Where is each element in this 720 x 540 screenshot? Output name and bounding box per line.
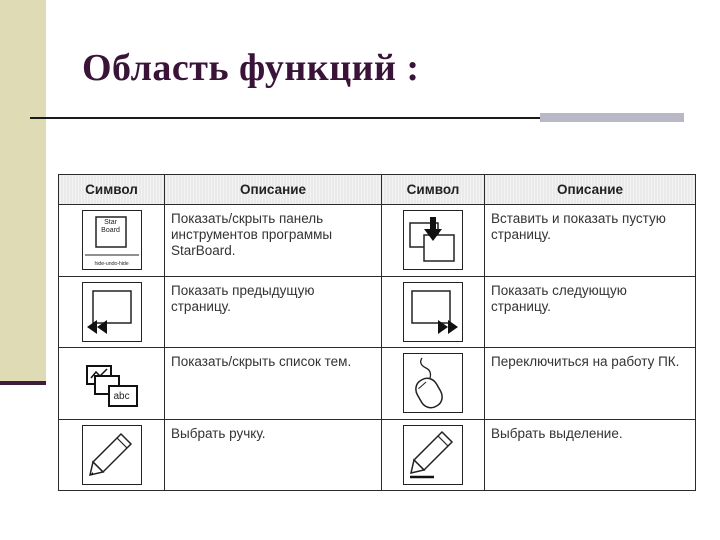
insert-page-icon	[403, 210, 463, 270]
selection-pen-icon	[403, 425, 463, 485]
description-cell: Переключиться на работу ПК.	[485, 348, 696, 419]
left-bar-divider	[0, 381, 46, 385]
starboard-toolbar-icon	[82, 210, 142, 270]
starboard-caption: hide-undo-hide	[94, 261, 129, 268]
left-decorative-bar	[0, 0, 46, 383]
symbol-cell	[382, 348, 485, 419]
symbol-cell	[59, 205, 165, 276]
slide-title: Область функций :	[82, 47, 420, 89]
symbol-cell	[382, 205, 485, 276]
description-cell: Показать следующую страницу.	[485, 276, 696, 347]
table-row	[59, 419, 696, 491]
table-header-row	[59, 175, 696, 205]
table-row	[59, 276, 696, 347]
title-rule-accent	[540, 113, 684, 122]
symbol-cell	[382, 276, 485, 347]
header-symbol-left: Символ	[59, 175, 165, 205]
pen-icon	[82, 425, 142, 485]
description-cell: Вставить и показать пустую страницу.	[485, 205, 696, 276]
description-cell: Показать/скрыть список тем.	[165, 348, 382, 419]
starboard-label: Star Board	[101, 219, 120, 235]
abc-label: abc	[113, 391, 130, 403]
symbol-cell	[382, 419, 485, 491]
table-row	[59, 205, 696, 276]
description-cell: Выбрать выделение.	[485, 419, 696, 491]
mouse-icon	[403, 353, 463, 413]
description-cell: Показать/скрыть панель инструментов программы StarBoard.	[165, 205, 382, 276]
header-symbol-right: Символ	[382, 175, 485, 205]
description-cell: Показать предыдущую страницу.	[165, 276, 382, 347]
header-description-right: Описание	[485, 175, 696, 205]
symbol-cell	[59, 276, 165, 347]
symbol-cell	[59, 419, 165, 491]
symbol-cell	[59, 348, 165, 419]
next-page-icon	[403, 282, 463, 342]
topic-list-icon	[83, 354, 141, 412]
table-row	[59, 348, 696, 419]
title-rule	[30, 117, 540, 119]
previous-page-icon	[82, 282, 142, 342]
description-cell: Выбрать ручку.	[165, 419, 382, 491]
function-table	[58, 174, 696, 491]
header-description-left: Описание	[165, 175, 382, 205]
